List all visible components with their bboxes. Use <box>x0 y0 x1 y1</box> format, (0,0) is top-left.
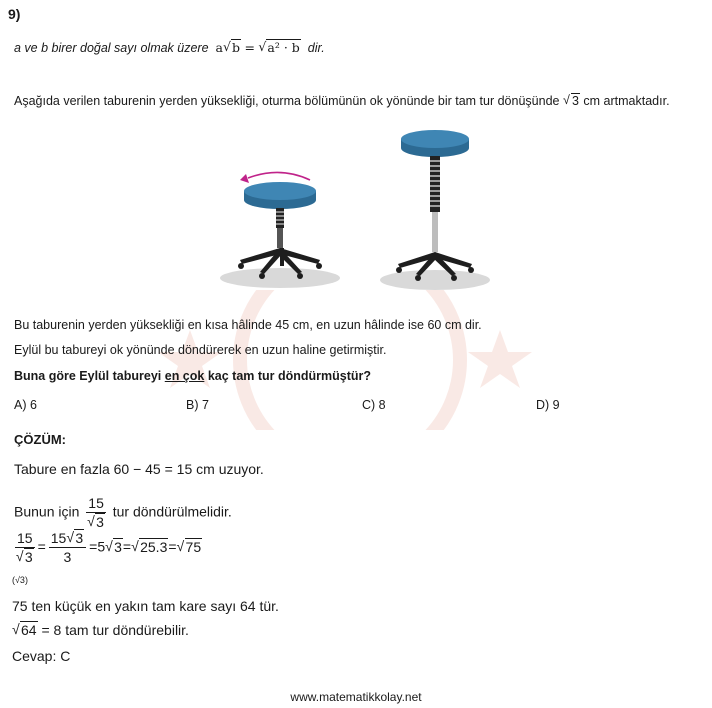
given-lhs-rad: b <box>231 40 240 55</box>
fraction <box>86 495 106 531</box>
right-seat <box>401 130 469 148</box>
answer: Cevap: C <box>12 648 71 664</box>
sqrt-symbol: √ 3 <box>15 547 33 565</box>
fraction-denominator: 3 <box>63 548 72 565</box>
option-d[interactable]: D) 9 <box>536 398 560 412</box>
numerator-rad: 3 <box>75 530 84 546</box>
fraction-numerator: 15 <box>50 530 67 546</box>
intro-main: Aşağıda verilen taburenin yerden yüksekliği, oturma bölümünün ok yönünde bir tam tur dönüşünde <box>14 94 560 108</box>
intro-text <box>14 94 670 108</box>
fraction-numerator: 15 <box>17 530 33 546</box>
step5-rad: 64 <box>21 622 37 638</box>
given-lhs-coef: a <box>215 40 223 55</box>
sqrt-symbol: √ 64 <box>12 621 37 638</box>
equals-sign: = <box>122 538 132 555</box>
intro-rad: 3 <box>571 94 579 108</box>
fraction-denominator: 3 <box>96 513 104 530</box>
sqrt-symbol: √ 3 <box>66 529 84 546</box>
sqrt-symbol: √ 3 <box>105 537 122 555</box>
prompt-post: kaç tam tur döndürmüştür? <box>207 369 372 383</box>
question-line-2: Eylül bu tabureyi ok yönünde döndürerek en uzun haline getirmiştir. <box>14 343 387 357</box>
intro-suffix: cm artmaktadır. <box>583 94 670 108</box>
equals-sign: = <box>168 538 177 555</box>
given-rhs-rad: a² · b <box>267 40 300 55</box>
given-suffix: dir. <box>307 41 325 55</box>
sqrt-symbol: √ 3 <box>87 512 104 530</box>
option-a[interactable]: A) 6 <box>14 398 37 412</box>
given-prefix: a ve b birer doğal sayı olmak üzere <box>14 41 209 55</box>
prompt-pre: Buna göre Eylül tabureyi <box>14 369 162 383</box>
question-number: 9) <box>8 6 21 22</box>
given-rhs: √ a² · b <box>258 39 300 55</box>
given-lhs <box>216 40 241 55</box>
footer-url[interactable]: www.matematikkolay.net <box>290 690 422 704</box>
result-rad-2: 25.3 <box>140 538 168 555</box>
step2-post: tur döndürülmelidir. <box>112 503 232 520</box>
rotation-arrow <box>248 172 310 180</box>
arrow-head-icon <box>240 174 249 183</box>
option-b[interactable]: B) 7 <box>186 398 209 412</box>
option-c[interactable]: C) 8 <box>362 398 386 412</box>
equals-sign: = <box>37 538 46 555</box>
sqrt-symbol: √ 75 <box>176 537 202 555</box>
question-prompt <box>14 369 371 383</box>
left-seat <box>244 182 316 200</box>
fraction <box>49 530 86 566</box>
result-rad-1: 3 <box>114 538 122 555</box>
sqrt-symbol: √ b <box>222 39 240 55</box>
result-coef: 5 <box>97 538 106 555</box>
intro-sqrt: √ 3 <box>562 93 579 108</box>
given-statement <box>14 40 325 55</box>
result-rad-3: 75 <box>185 538 202 555</box>
prompt-underlined: en çok <box>164 369 205 383</box>
fraction-denominator: 3 <box>24 548 33 565</box>
solution-step-3 <box>12 530 202 566</box>
equals-sign: = <box>89 538 98 555</box>
solution-step-5 <box>12 622 189 638</box>
stools-illustration <box>210 128 510 293</box>
solution-step-1: Tabure en fazla 60 − 45 = 15 cm uzuyor. <box>14 461 264 477</box>
watermark-seal <box>150 290 550 430</box>
step5-post: = 8 tam tur döndürebilir. <box>41 622 189 638</box>
expansion-note: (√3) <box>12 575 28 585</box>
solution-step-4: 75 ten küçük en yakın tam kare sayı 64 tür. <box>12 598 279 614</box>
sqrt-symbol: √ 25.3 <box>131 537 168 555</box>
solution-title: ÇÖZÜM: <box>14 432 66 447</box>
solution-step-2 <box>14 495 232 531</box>
given-eq: = <box>244 40 255 55</box>
step2-pre: Bunun için <box>14 503 80 520</box>
fraction <box>15 530 35 566</box>
question-line-1: Bu taburenin yerden yüksekliği en kısa hâlinde 45 cm, en uzun hâlinde ise 60 cm dir. <box>14 318 482 332</box>
fraction-numerator: 15 <box>88 495 104 511</box>
